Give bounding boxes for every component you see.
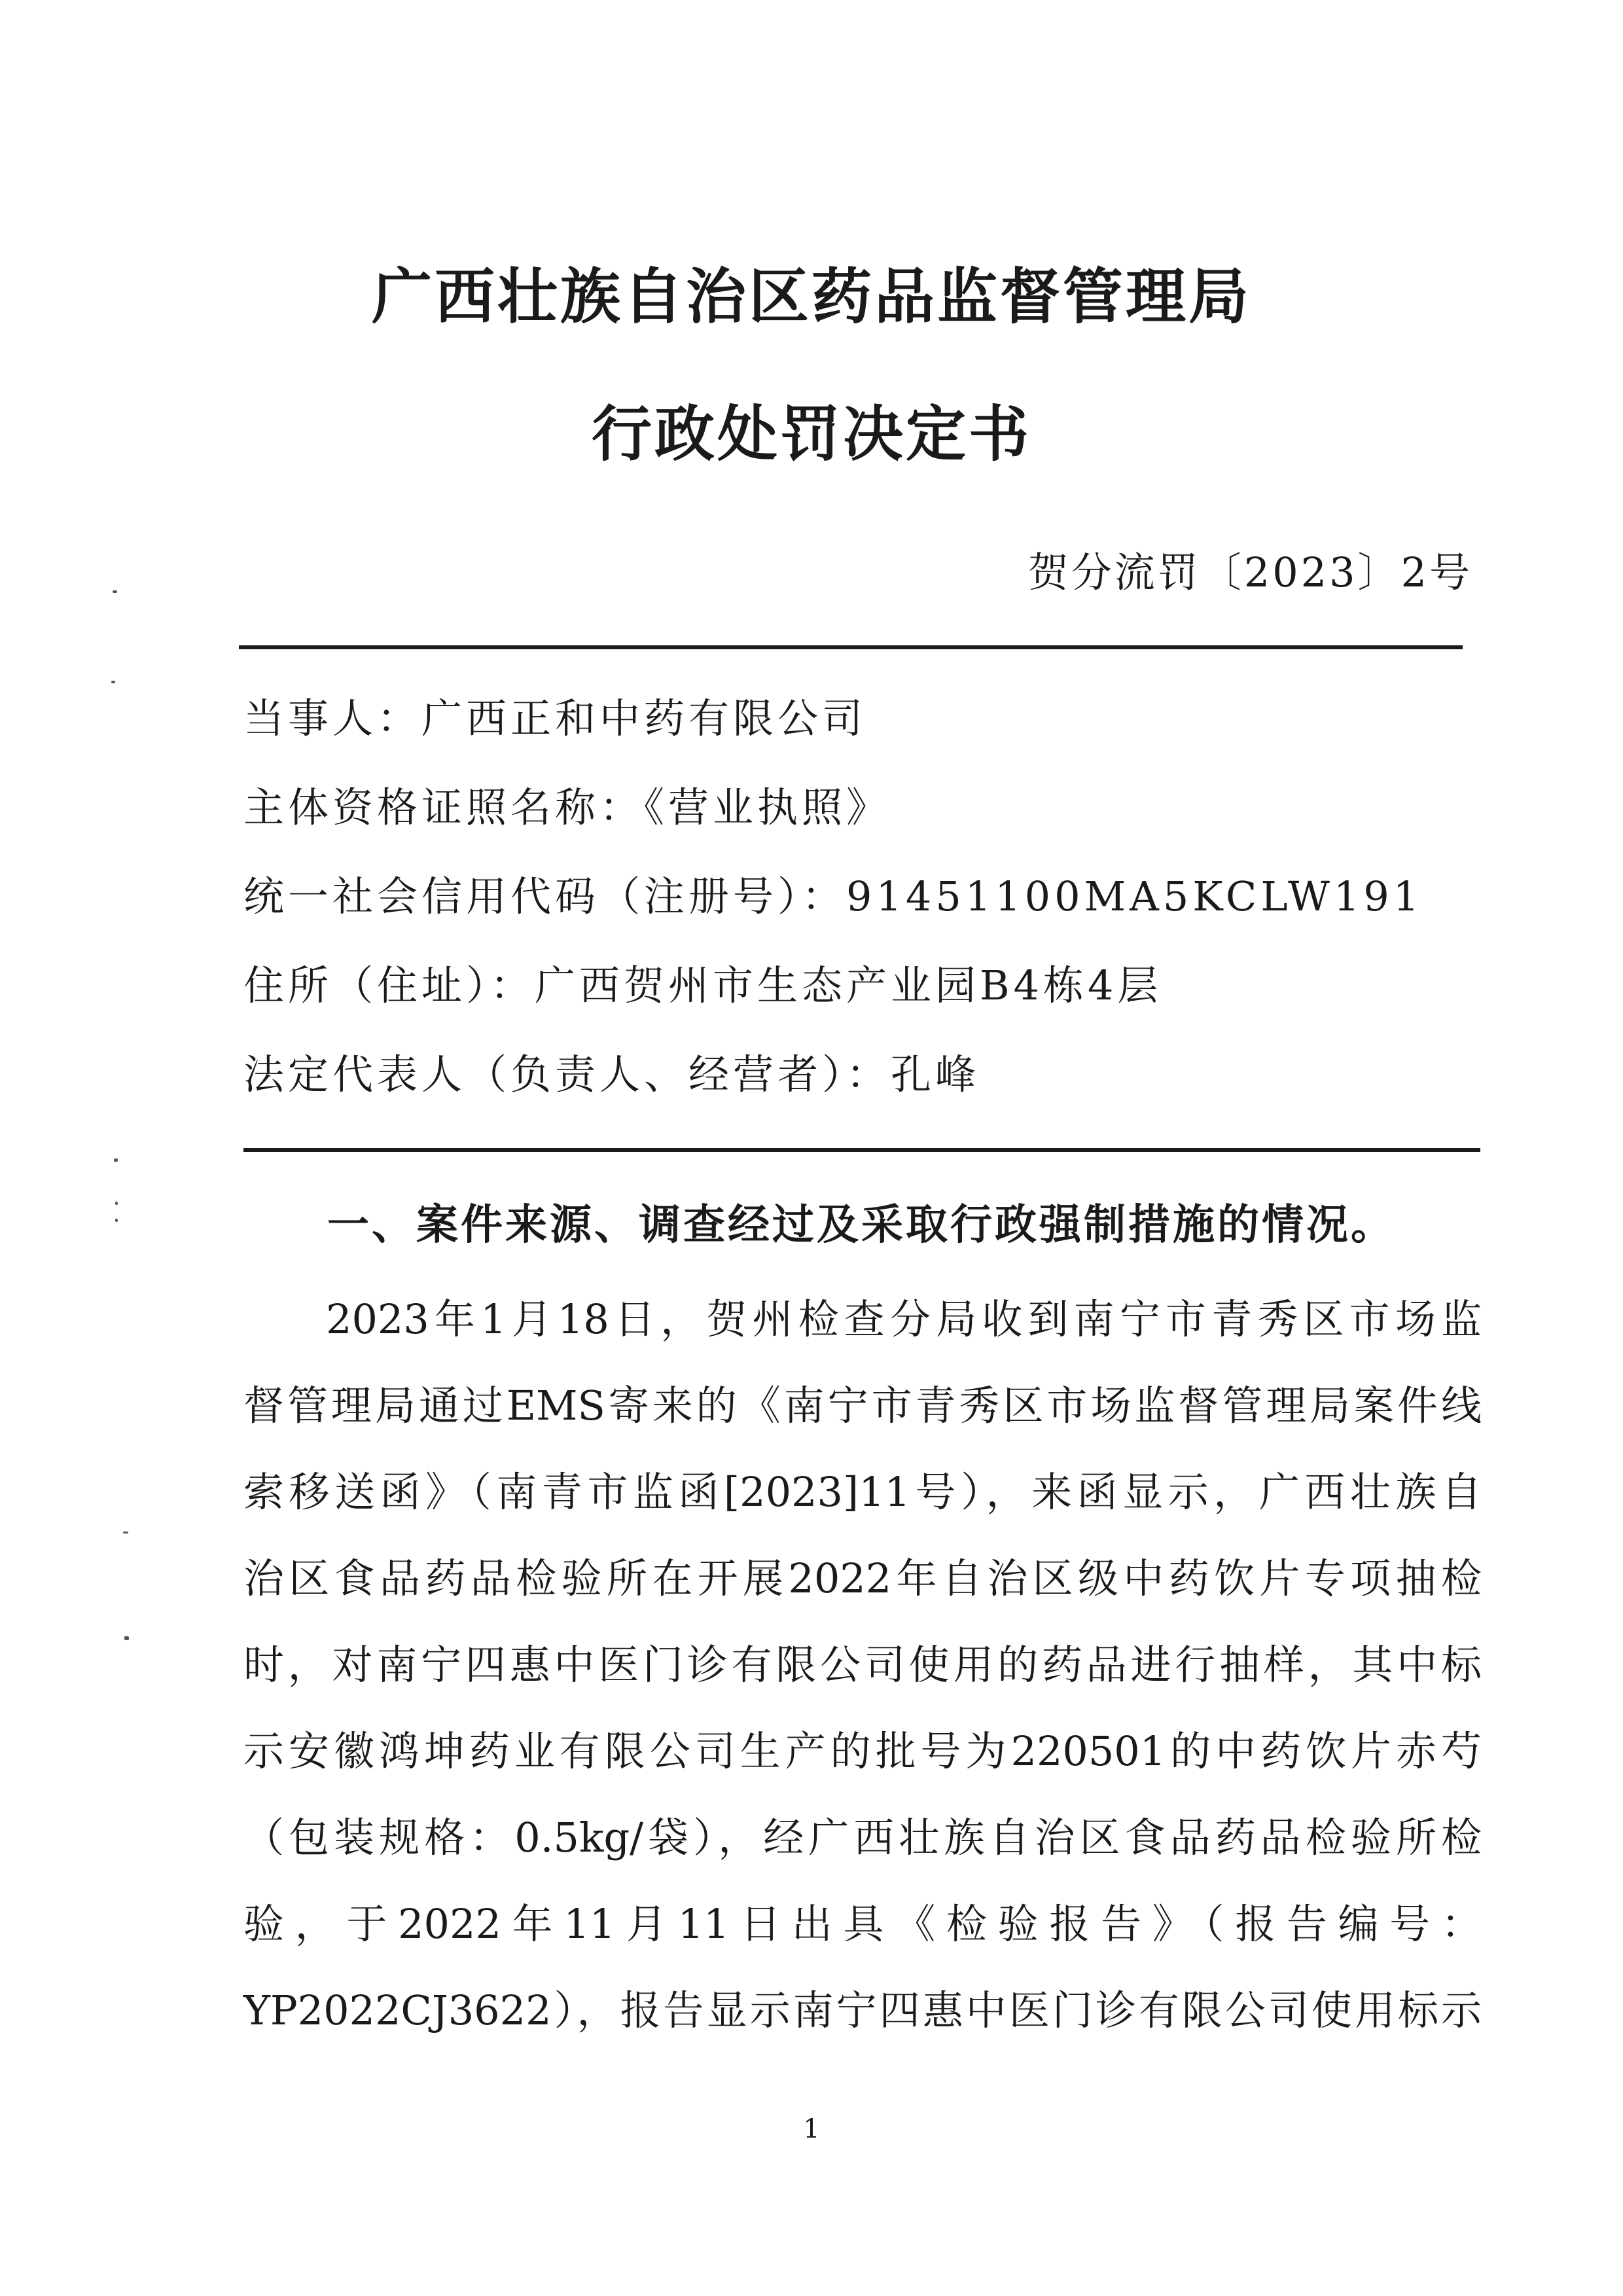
body-line: 示安徽鸿坤药业有限公司生产的批号为220501的中药饮片赤芍 <box>243 1727 1482 1775</box>
scan-artifact <box>115 1202 118 1205</box>
bottom-divider <box>243 1148 1480 1152</box>
license-name: 主体资格证照名称：《营业执照》 <box>243 783 891 831</box>
top-divider <box>239 645 1463 649</box>
document-type-title: 行政处罚决定书 <box>591 399 1031 469</box>
section-heading: 一、案件来源、调查经过及采取行政强制措施的情况。 <box>327 1201 1395 1249</box>
legal-representative: 法定代表人（负责人、经营者）：孔峰 <box>243 1050 980 1098</box>
scan-artifact <box>115 1219 118 1222</box>
case-body-text <box>243 1276 1482 2054</box>
scan-artifact <box>123 1532 128 1534</box>
party-address: 住所（住址）：广西贺州市生态产业园B4栋4层 <box>243 961 1162 1009</box>
scan-artifact <box>124 1636 129 1640</box>
credit-code: 统一社会信用代码（注册号）：91451100MA5KCLW191 <box>243 872 1423 920</box>
body-line: 督管理局通过EMS寄来的《南宁市青秀区市场监督管理局案件线 <box>243 1382 1482 1429</box>
body-line: 2023年1月18日，贺州检查分局收到南宁市青秀区市场监 <box>326 1295 1482 1343</box>
body-line: （包装规格：0.5kg/袋），经广西壮族自治区食品药品检验所检 <box>243 1814 1482 1861</box>
scan-artifact <box>114 1158 118 1162</box>
party-name: 当事人：广西正和中药有限公司 <box>243 694 867 742</box>
party-info-block <box>243 674 1487 1119</box>
body-line: 治区食品药品检验所在开展2022年自治区级中药饮片专项抽检 <box>243 1554 1482 1602</box>
issuing-authority-title: 广西壮族自治区药品监督管理局 <box>371 262 1251 332</box>
scan-artifact <box>111 681 115 683</box>
body-line: 索移送函》（南青市监函[2023]11号），来函显示，广西壮族自 <box>243 1468 1482 1516</box>
document-number: 贺分流罚〔2023〕2号 <box>1027 548 1472 596</box>
scan-artifact <box>113 590 117 593</box>
body-line: 时，对南宁四惠中医门诊有限公司使用的药品进行抽样，其中标 <box>243 1641 1482 1689</box>
body-line: 验，于2022年11月11日出具《检验报告》（报告编号： <box>243 1900 1482 1948</box>
body-line: YP2022CJ3622），报告显示南宁四惠中医门诊有限公司使用标示 <box>243 1986 1482 2034</box>
page-number: 1 <box>803 2114 820 2144</box>
